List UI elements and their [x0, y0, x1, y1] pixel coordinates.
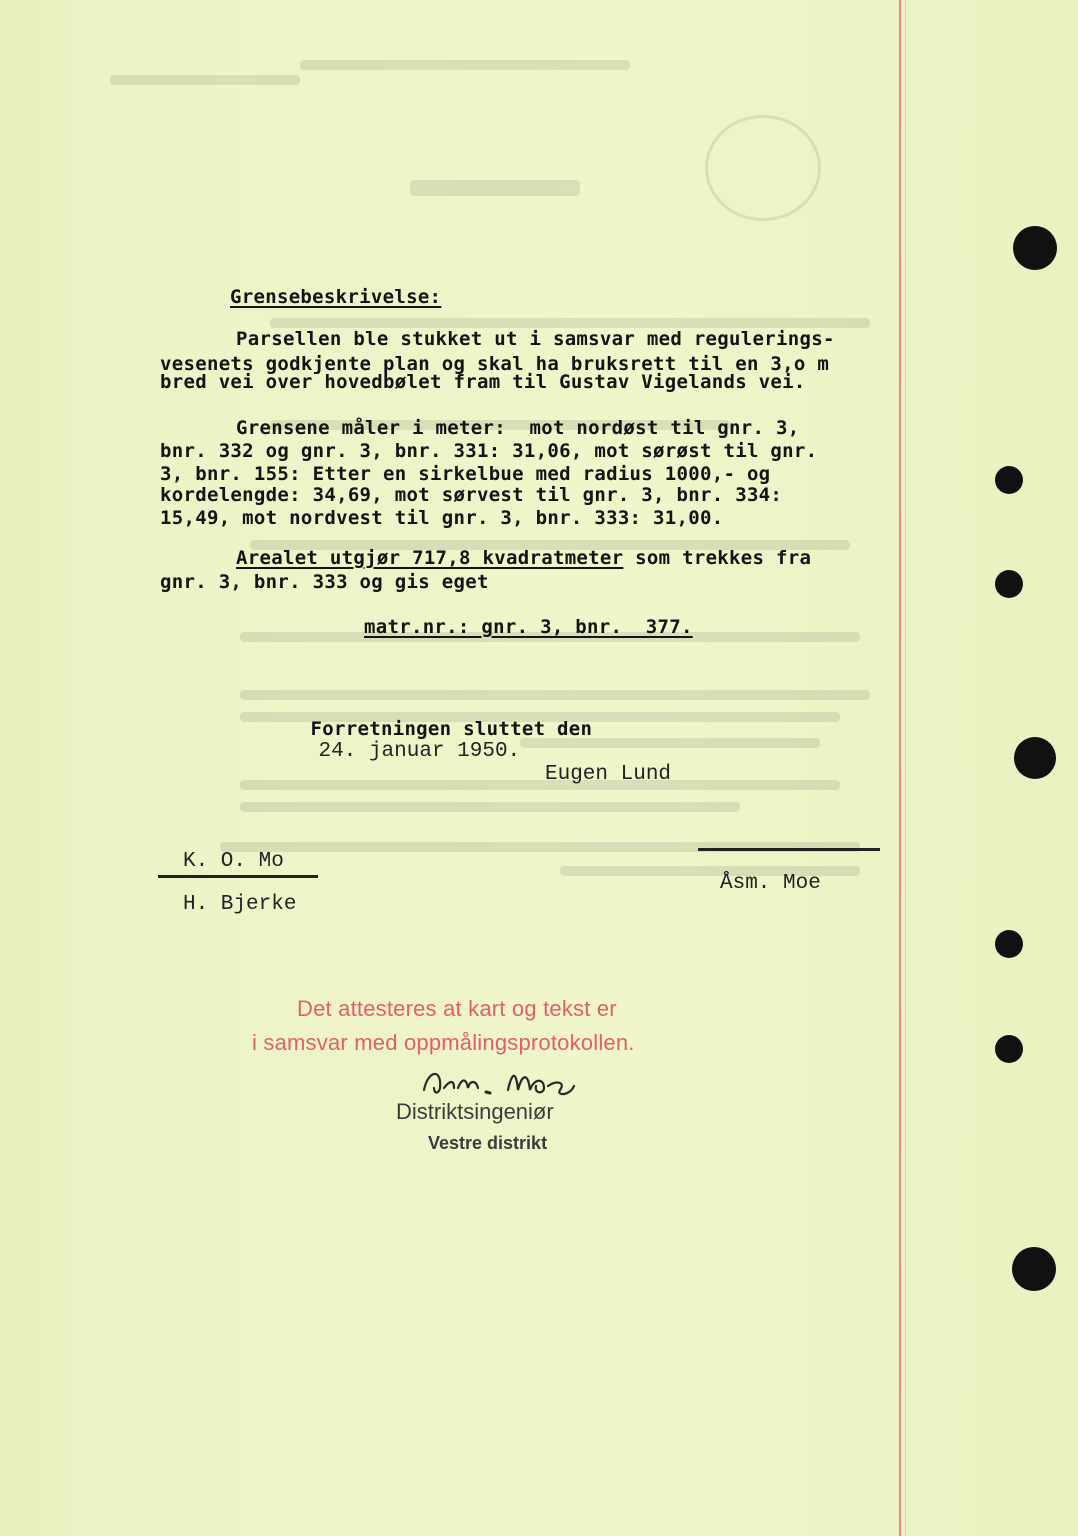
area-rest: som trekkes fra — [623, 547, 812, 569]
closing-label: Forretningen sluttet den — [310, 718, 593, 740]
margin-line — [899, 0, 901, 1536]
stamp-title: Distriktsingeniør — [396, 1099, 554, 1124]
area-line — [236, 547, 811, 569]
paragraph-line: Parsellen ble stukket ut i samsvar med regulerings- — [236, 328, 835, 350]
punch-hole — [995, 466, 1023, 494]
signature-line-left — [158, 875, 318, 878]
stamp-district: Vestre distrikt — [428, 1133, 548, 1153]
punch-hole — [995, 930, 1023, 958]
area-underlined: Arealet utgjør 717,8 kvadratmeter — [236, 547, 624, 569]
paragraph-line: bnr. 332 og gnr. 3, bnr. 331: 31,06, mot sørøst til gnr. — [160, 440, 818, 462]
paragraph-line: 3, bnr. 155: Etter en sirkelbue med radius 1000,- og — [160, 463, 771, 485]
paragraph-line: vesenets godkjente plan og skal ha bruksrett til en 3,o m — [160, 353, 830, 375]
handwritten-signature — [420, 1062, 600, 1102]
punch-hole — [995, 570, 1023, 598]
signature-h-bjerke: H. Bjerke — [183, 893, 297, 916]
stamp-line-2: i samsvar med oppmålingsprotokollen. — [252, 1030, 635, 1055]
matr-number: matr.nr.: gnr. 3, bnr. 377. — [364, 616, 693, 638]
stamp-line-1: Det attesteres at kart og tekst er — [297, 996, 617, 1021]
signature-ko-mo: K. O. Mo — [183, 850, 284, 873]
margin-line-secondary — [905, 0, 906, 1536]
closing-date: 24. januar 1950. — [318, 740, 521, 763]
punch-hole — [1013, 226, 1057, 270]
paragraph-line: 15,49, mot nordvest til gnr. 3, bnr. 333: 31,00. — [160, 507, 724, 529]
section-heading: Grensebeskrivelse: — [230, 286, 442, 308]
area-line-2: gnr. 3, bnr. 333 og gis eget — [160, 571, 489, 593]
punch-hole — [1014, 737, 1056, 779]
signature-line-right — [698, 848, 880, 851]
paragraph-line: bred vei over hovedbølet fram til Gustav Vigelands vei. — [160, 371, 806, 393]
signature-eugen-lund: Eugen Lund — [545, 763, 672, 786]
punch-hole — [995, 1035, 1023, 1063]
paragraph-line: kordelengde: 34,69, mot sørvest til gnr. 3, bnr. 334: — [160, 484, 783, 506]
punch-hole — [1012, 1247, 1056, 1291]
signature-asm-moe: Åsm. Moe — [720, 872, 821, 895]
paragraph-line: Grensene måler i meter: mot nordøst til gnr. 3, — [236, 417, 800, 439]
